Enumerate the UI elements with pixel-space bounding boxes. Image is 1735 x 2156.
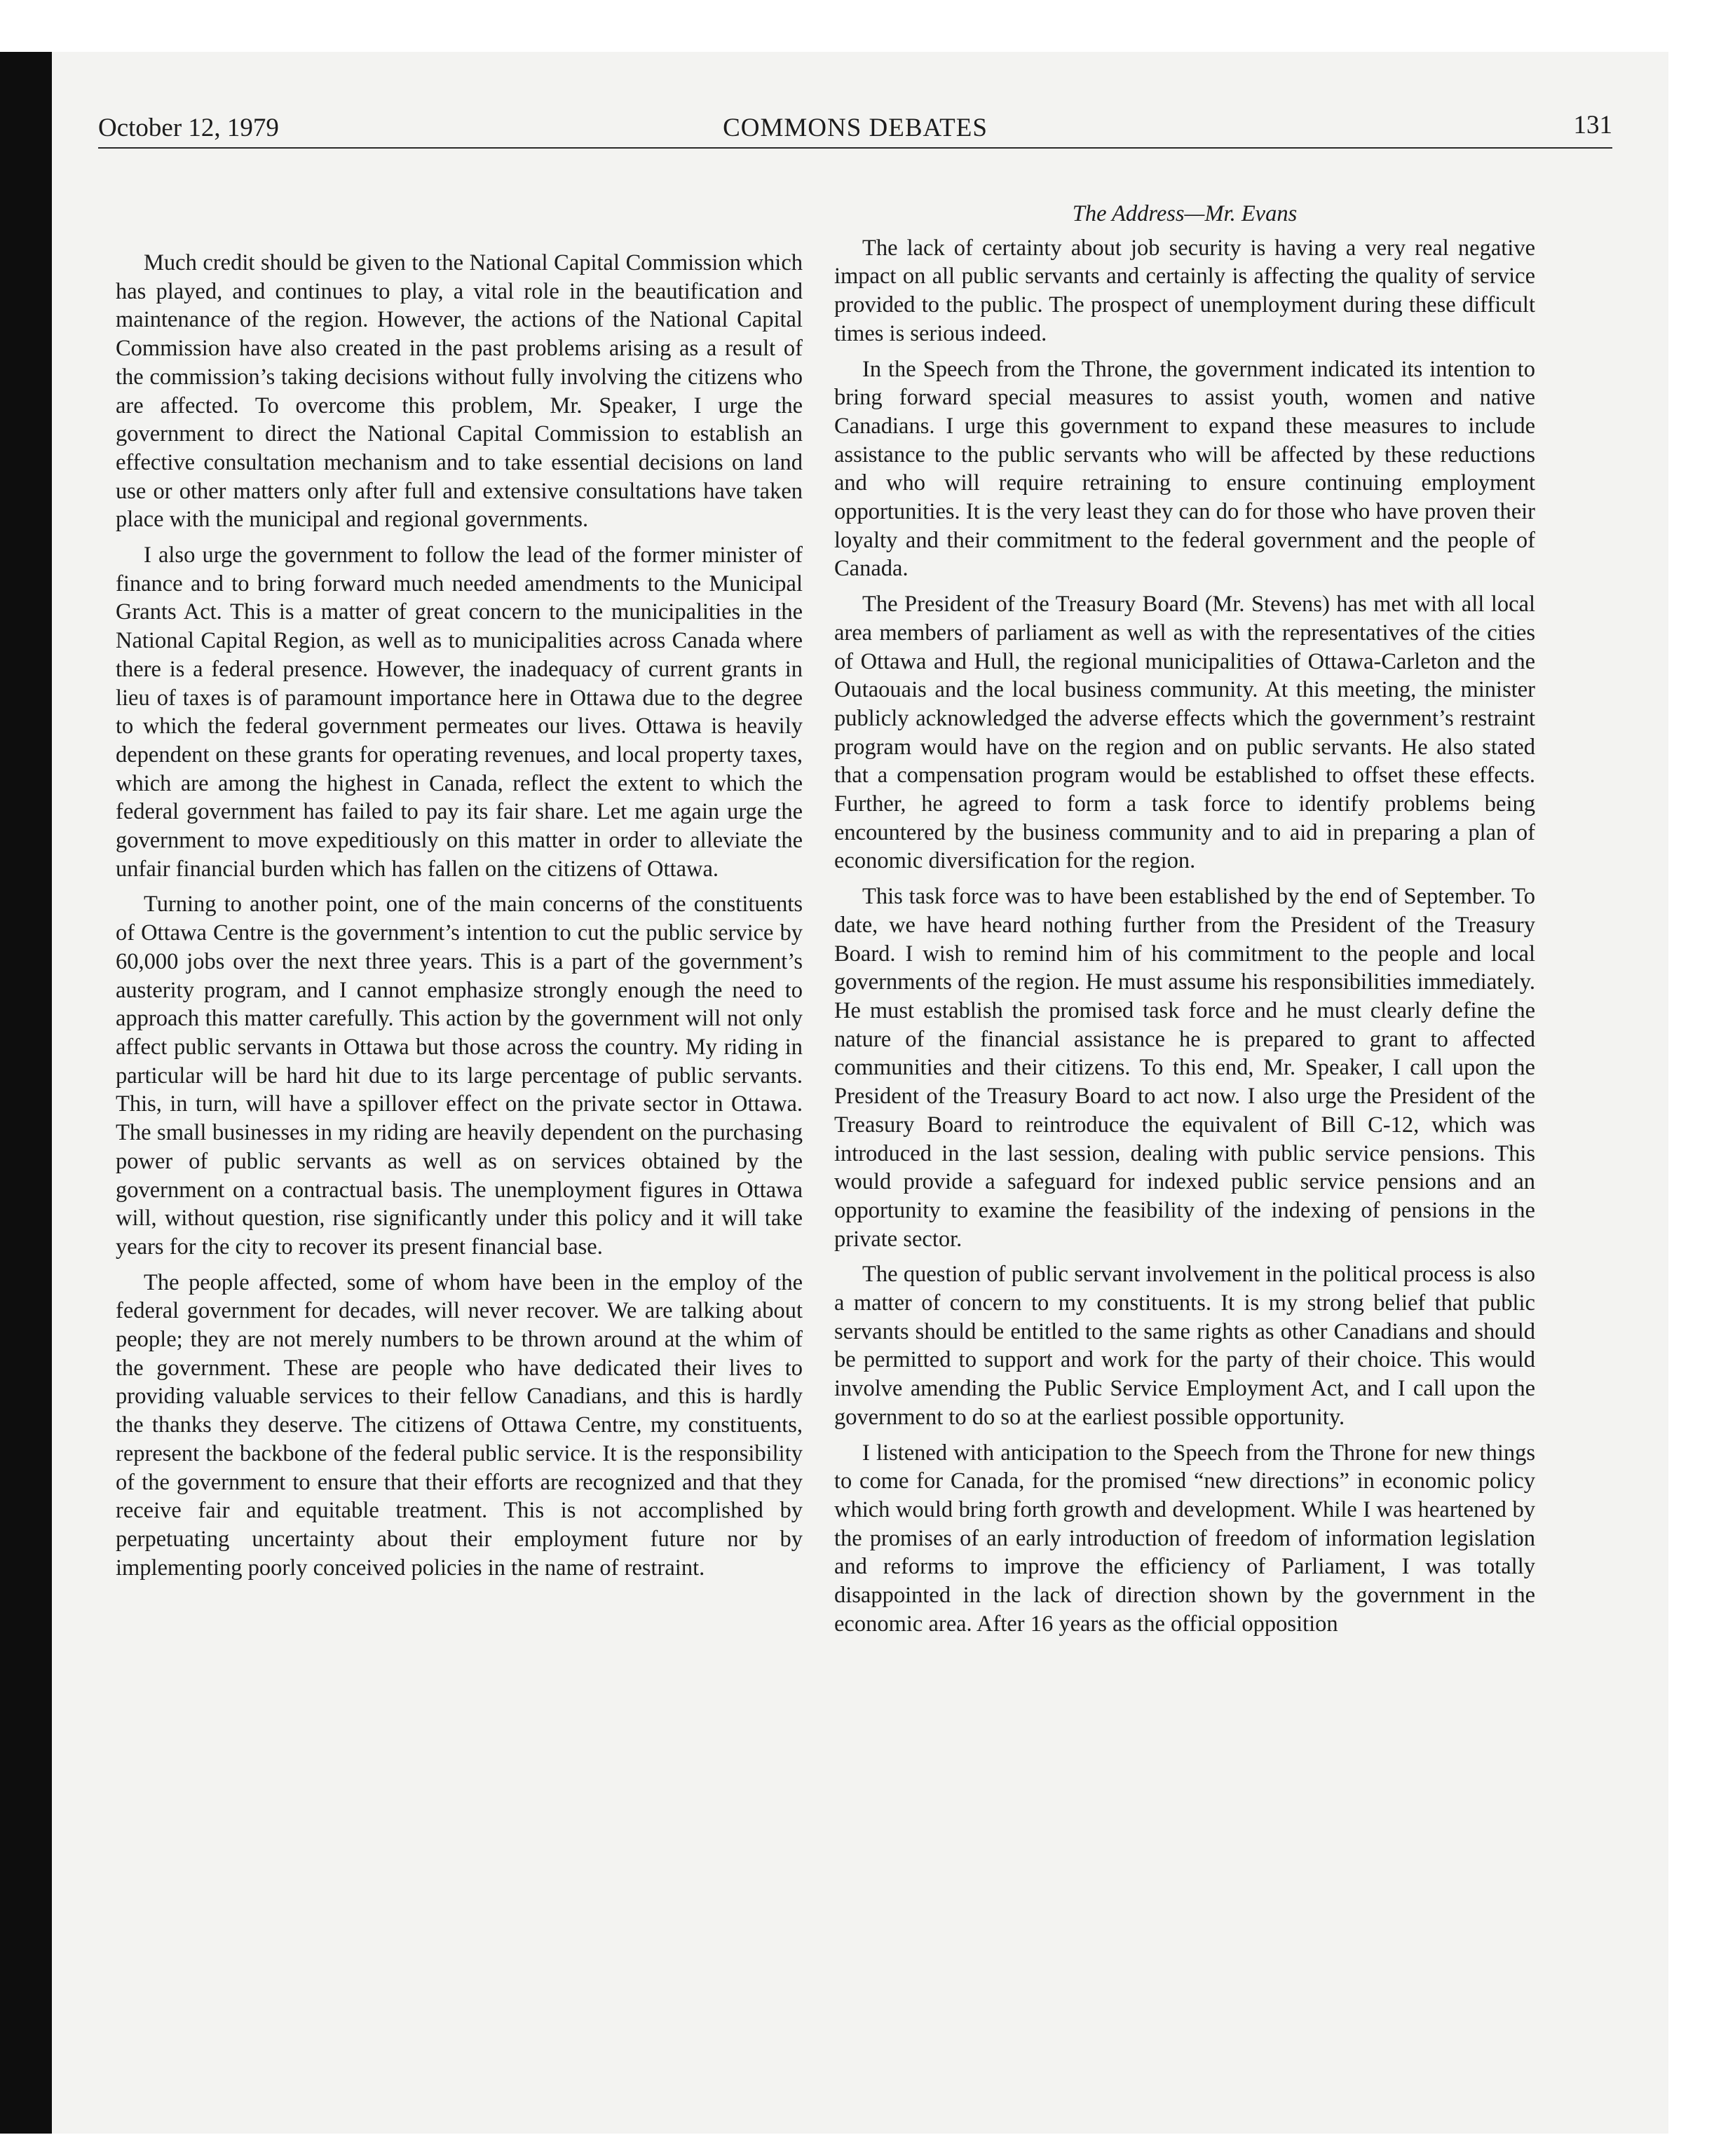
right-column xyxy=(834,200,1535,1645)
paragraph: The question of public servant involvement in the political process is also a matter of concern to my constituents. It is my strong belief that public servants should be entitled to the same rights as other Canadians and should be permitted to support and work for the party of their choice. This would involve amending the Public Service Employment Act, and I call upon the government to do so at the earliest possible opportunity. xyxy=(834,1262,1535,1430)
page-header xyxy=(98,98,1612,149)
left-column xyxy=(116,249,803,1589)
running-head: The Address—Mr. Evans xyxy=(1072,201,1298,226)
page-number: 131 xyxy=(1573,111,1612,139)
paragraph: This task force was to have been established by the end of September. To date, we have heard nothing further from the President of the Treasury Board. I wish to remind him of his commitment to the people and local governments of the region. He must assume his responsibilities immediately. He must establish the promised task force and he must clearly define the nature of the financial assistance he is prepared to grant to affected communities and their citizens. To this end, Mr. Speaker, I call upon the President of the Treasury Board to act now. I also urge the President of the Treasury Board to reintroduce the equivalent of Bill C-12, which was introduced in the last session, dealing with public service pensions. This would provide a safeguard for indexed public service pensions and an opportunity to examine the feasibility of the indexing of pensions in the private sector. xyxy=(834,884,1535,1252)
paragraph: I also urge the government to follow the lead of the former minister of finance and to bring forward much needed amendments to the Municipal Grants Act. This is a matter of great concern to the municipalities in the National Capital Region, as well as to municipalities across Canada where there is a federal presence. However, the inadequacy of current grants in lieu of taxes is of paramount importance here in Ottawa due to the degree to which the federal government permeates our lives. Ottawa is heavily dependent on these grants for operating revenues, and local property taxes, which are among the highest in Canada, reflect the extent to which the federal government has failed to pay its fair share. Let me again urge the government to move expeditiously on this matter in order to alleviate the unfair financial burden which has fallen on the citizens of Ottawa. xyxy=(116,543,803,882)
paragraph: I listened with anticipation to the Speech from the Throne for new things to come for Canada, for the promised “new directions” in economic policy which would bring forth growth and development. While I was heartened by the promises of an early introduction of freedom of information legislation and reforms to improve the efficiency of Parliament, I was totally disappointed in the lack of direction shown by the government in the economic area. After 16 years as the official opposition xyxy=(834,1440,1535,1637)
paragraph: The lack of certainty about job security is having a very real negative impact on all public servants and certainly is affecting the quality of service provided to the public. The prospect of unemployment during these difficult times is serious indeed. xyxy=(834,235,1535,346)
paragraph: In the Speech from the Throne, the government indicated its intention to bring forward special measures to assist youth, women and native Canadians. I urge this government to expand these measures to include assistance to the public servants who will be affected by these reductions and who will require retraining to ensure continuing employment opportunities. It is the very least they can do for those who have proven their loyalty and their commitment to the federal government and the people of Canada. xyxy=(834,356,1535,582)
scan-edge xyxy=(0,52,52,2134)
paragraph: Turning to another point, one of the main concerns of the constituents of Ottawa Centre is the government’s intention to cut the public service by 60,000 jobs over the next three years. This is a part of the government’s austerity program, and I cannot emphasize strongly enough the need to approach this matter carefully. This action by the government will not only affect public servants in Ottawa but those across the country. My riding in particular will be hard hit due to its large percentage of public servants. This, in turn, will have a spillover effect on the private sector in Ottawa. The small businesses in my riding are heavily dependent on the purchasing power of public servants as well as on services obtained by the government on a contractual basis. The unemployment figures in Ottawa will, without question, rise significantly under this policy and it will take years for the city to recover its present financial base. xyxy=(116,892,803,1260)
header-date: October 12, 1979 xyxy=(98,114,279,142)
paragraph: The people affected, some of whom have been in the employ of the federal government for decades, will never recover. We are talking about people; they are not merely numbers to be thrown around at the whim of the government. These are people who have dedicated their lives to providing valuable services to their fellow Canadians, and this is hardly the thanks they deserve. The citizens of Ottawa Centre, my constituents, represent the backbone of the federal public service. It is the responsibility of the government to ensure that their efforts are recognized and that they receive fair and equitable treatment. This is not accomplished by perpetuating uncertainty about their employment future nor by implementing poorly conceived policies in the name of restraint. xyxy=(116,1269,803,1581)
paragraph: The President of the Treasury Board (Mr. Stevens) has met with all local area members of parliament as well as with the representatives of the cities of Ottawa and Hull, the regional municipalities of Ottawa-Carleton and the Outaouais and the local business community. At this meeting, the minister publicly acknowledged the adverse effects which the government’s restraint program would have on the region and on public servants. He also stated that a compensation program would be established to offset these effects. Further, he agreed to form a task force to identify problems being encountered by the business community and to aid in preparing a plan of economic diversification for the region. xyxy=(834,592,1535,874)
paragraph: Much credit should be given to the National Capital Commission which has played, and continues to play, a vital role in the beautification and maintenance of the region. However, the actions of the National Capital Commission have also created in the past problems arising as a result of the commission’s taking decisions without fully involving the citizens who are affected. To overcome this problem, Mr. Speaker, I urge the government to direct the National Capital Commission to establish an effective consultation mechanism and to take essential decisions on land use or other matters only after full and extensive consultations have taken place with the municipal and regional governments. xyxy=(116,250,803,533)
header-title: COMMONS DEBATES xyxy=(723,114,988,142)
